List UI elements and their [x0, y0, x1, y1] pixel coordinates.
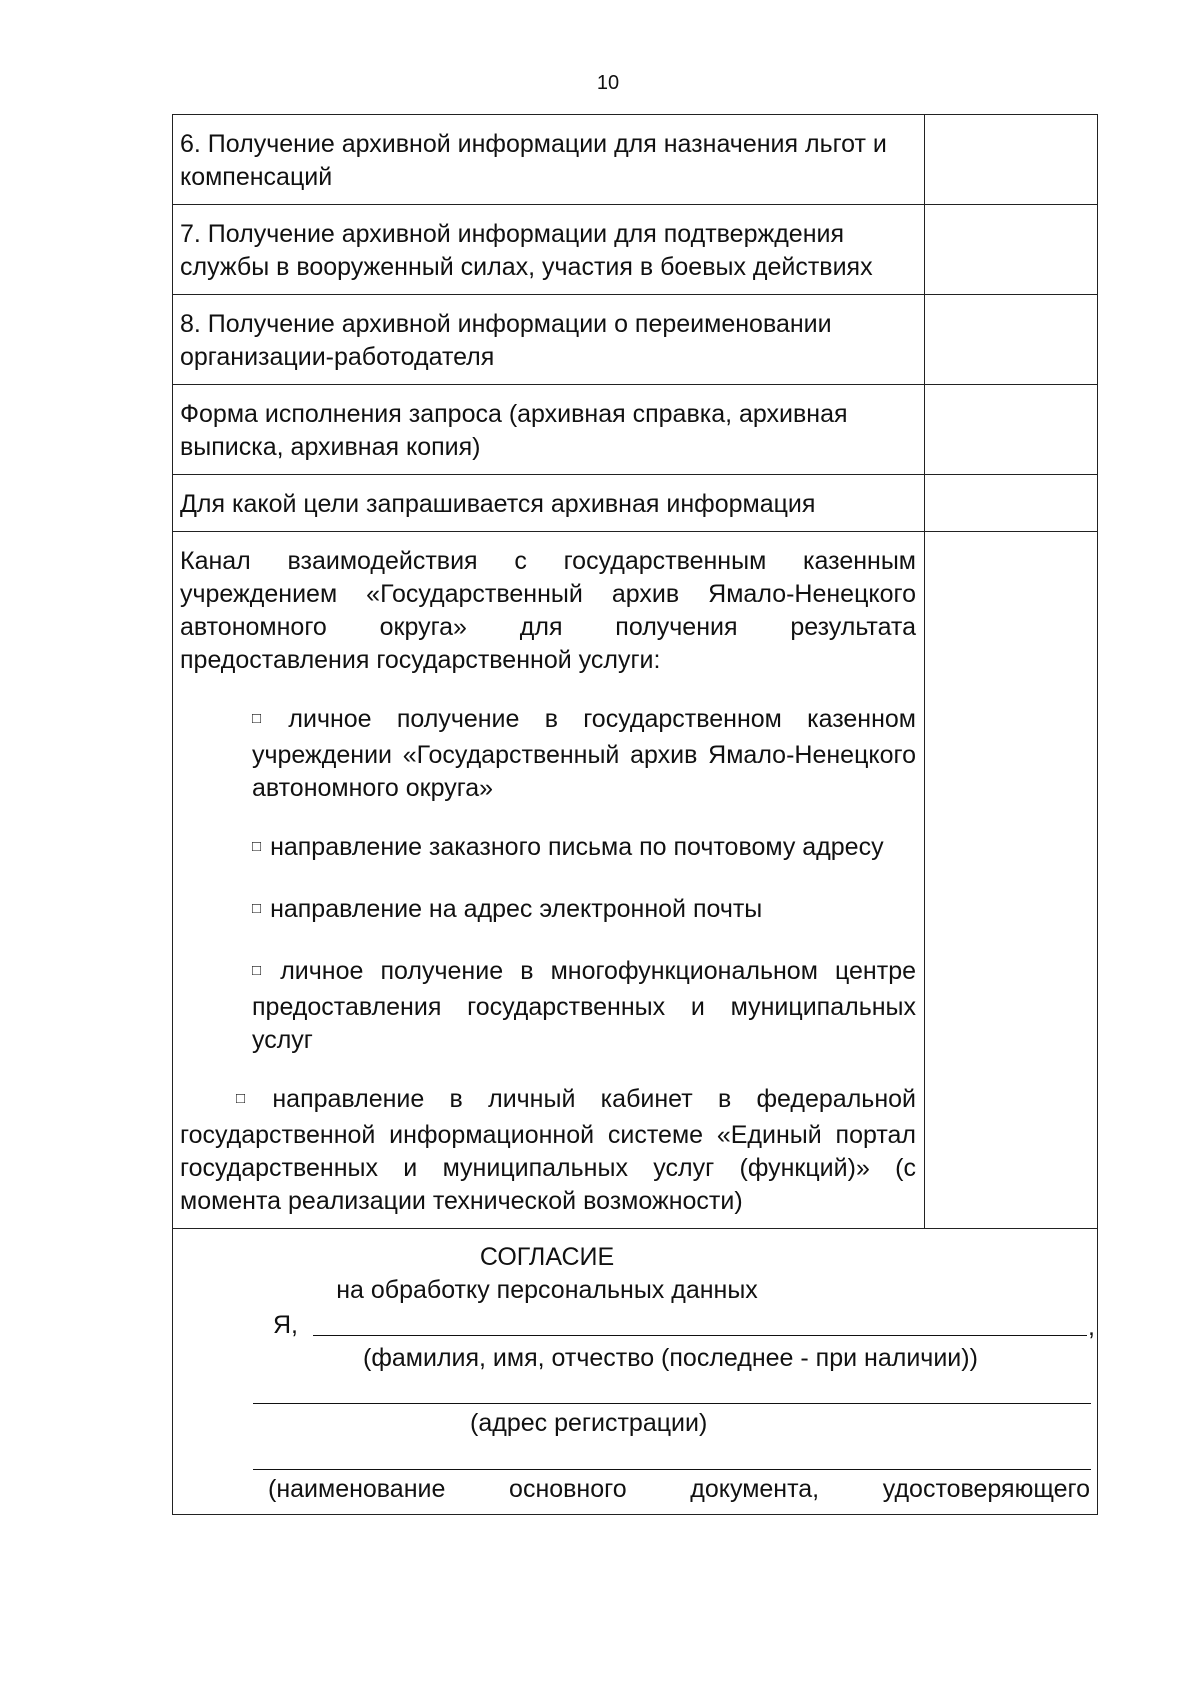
row-value-cell[interactable] — [925, 475, 1098, 532]
checkbox-icon[interactable]: □ — [252, 838, 262, 855]
channel-option-label: личное получение в многофункциональном центре предоставления государственных и муниципальных услуг — [252, 957, 916, 1054]
channel-option-label: личное получение в государственном казенном учреждении «Государственный архив Ямало-Ненецкого автономного округа» — [252, 705, 916, 802]
table-row — [173, 115, 1098, 205]
checkbox-icon[interactable]: □ — [236, 1090, 264, 1107]
table-row — [173, 385, 1098, 475]
table-row — [173, 532, 1098, 1229]
table-row — [173, 205, 1098, 295]
name-field-line[interactable] — [313, 1335, 1087, 1336]
channel-option-mail — [180, 831, 916, 867]
row-value-cell[interactable] — [925, 385, 1098, 475]
consent-title: СОГЛАСИЕ — [479, 1243, 615, 1271]
channel-option-archive — [180, 703, 916, 805]
channel-cell — [173, 532, 925, 1229]
checkbox-icon[interactable]: □ — [252, 710, 280, 727]
table-row — [173, 475, 1098, 532]
document-field-hint: (наименование основного документа, удостоверяющего — [268, 1475, 1090, 1503]
row-value-cell[interactable] — [925, 532, 1098, 1229]
channel-option-label: направление заказного письма по почтовому адресу — [270, 833, 884, 861]
channel-option-mfc — [180, 955, 916, 1057]
row-label-renaming: 8. Получение архивной информации о переименовании организации-работодателя — [173, 295, 925, 385]
name-field-hint: (фамилия, имя, отчество (последнее - при наличии)) — [363, 1344, 978, 1372]
channel-intro: Канал взаимодействия с государственным казенным учреждением «Государственный архив Ямало-Ненецкого автономного округа» для получения результата предоставления государственной услуги: — [180, 547, 916, 674]
address-field-hint: (адрес регистрации) — [470, 1409, 708, 1437]
document-field-line[interactable] — [253, 1469, 1091, 1470]
address-field-line[interactable] — [253, 1403, 1091, 1404]
page-number: 10 — [596, 72, 620, 94]
consent-comma: , — [1088, 1313, 1095, 1341]
checkbox-icon[interactable]: □ — [252, 962, 272, 979]
table-row — [173, 1229, 1098, 1515]
request-form-table — [172, 114, 1098, 1515]
row-label-benefits: 6. Получение архивной информации для назначения льгот и компенсаций — [173, 115, 925, 205]
table-row — [173, 295, 1098, 385]
consent-ya-label: Я, — [273, 1311, 298, 1339]
row-label-purpose: Для какой цели запрашивается архивная информация — [173, 475, 925, 532]
channel-option-email — [180, 893, 916, 929]
channel-option-label: направление на адрес электронной почты — [270, 895, 763, 923]
row-value-cell[interactable] — [925, 115, 1098, 205]
channel-option-portal — [180, 1083, 916, 1218]
row-value-cell[interactable] — [925, 295, 1098, 385]
row-label-military-service: 7. Получение архивной информации для подтверждения службы в вооруженный силах, участия в боевых действиях — [173, 205, 925, 295]
row-label-execution-form: Форма исполнения запроса (архивная справка, архивная выписка, архивная копия) — [173, 385, 925, 475]
checkbox-icon[interactable]: □ — [252, 900, 262, 917]
channel-option-label: направление в личный кабинет в федеральной государственной информационной системе «Единый портал государственных и муниципальных услуг (функций)» (с момента реализации технической возможности) — [180, 1085, 916, 1215]
consent-section — [173, 1229, 1098, 1515]
row-value-cell[interactable] — [925, 205, 1098, 295]
consent-subtitle: на обработку персональных данных — [336, 1276, 758, 1304]
